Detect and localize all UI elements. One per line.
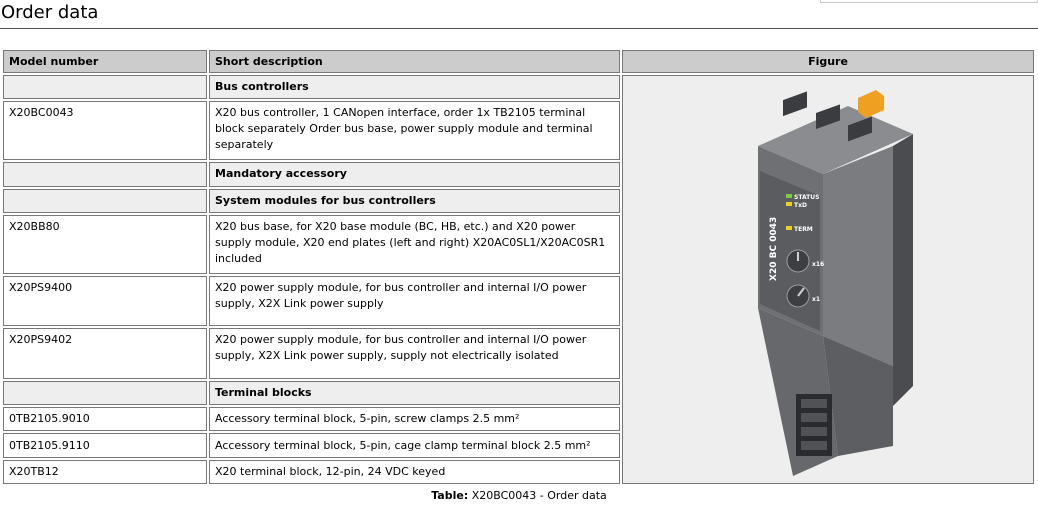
caption-text: X20BC0043 - Order data [468,489,607,502]
header-model-number: Model number [3,50,207,73]
description-cell: X20 power supply module, for bus controller and internal I/O power supply, X2X Link power supply, supply not electrically isolated [209,328,620,379]
figure-cell [622,75,1034,484]
caption-prefix: Table: [431,489,469,502]
dial-x16-label: x16 [812,261,825,268]
device-image [698,76,958,478]
led-txd-label: TxD [794,202,807,209]
model-number-cell: X20BB80 [3,215,207,274]
description-cell: X20 bus base, for X20 base module (BC, HB, etc.) and X20 power supply module, X20 end plates (left and right) X20AC0SL1/X20AC0SR1 included [209,215,620,274]
led-term-label: TERM [794,226,813,233]
description-cell: X20 bus controller, 1 CANopen interface, order 1x TB2105 terminal block separately Order bus base, power supply module and terminal separately [209,101,620,160]
terminal-pin [801,399,827,408]
led-status-icon [786,194,792,198]
header-figure: Figure [622,50,1034,73]
description-cell: Accessory terminal block, 5-pin, cage clamp terminal block 2.5 mm² [209,433,620,457]
terminal-pin [801,413,827,422]
led-status-label: STATUS [794,194,820,201]
model-number-cell: X20PS9400 [3,276,207,327]
description-cell: X20 power supply module, for bus controller and internal I/O power supply, X2X Link power supply [209,276,620,327]
table-header-row [3,50,1034,73]
terminal-pin [801,441,827,450]
description-cell: X20 terminal block, 12-pin, 24 VDC keyed [209,460,620,484]
group-model-cell [3,189,207,213]
group-label: System modules for bus controllers [209,189,620,213]
group-label: Terminal blocks [209,381,620,405]
device-model-label: X20 BC 0043 [769,216,779,281]
device-front-right [823,146,893,366]
group-label: Mandatory accessory [209,162,620,186]
led-txd-icon [786,202,792,206]
description-cell: Accessory terminal block, 5-pin, screw clamps 2.5 mm² [209,407,620,431]
terminal-pin [801,427,827,436]
model-number-cell: 0TB2105.9010 [3,407,207,431]
device-slot [783,91,807,116]
group-model-cell [3,162,207,186]
group-model-cell [3,381,207,405]
device-side-panel [893,134,913,406]
order-data-table [1,48,1036,486]
device-accent-tab [858,90,884,118]
group-label: Bus controllers [209,75,620,99]
group-model-cell [3,75,207,99]
model-number-cell: X20TB12 [3,460,207,484]
page-title: Order data [1,2,99,23]
search-box-edge[interactable] [820,0,1038,3]
led-term-icon [786,226,792,230]
model-number-cell: X20PS9402 [3,328,207,379]
model-number-cell: X20BC0043 [3,101,207,160]
dial-x1-label: x1 [812,296,821,303]
table-caption [0,489,1038,502]
model-number-cell: 0TB2105.9110 [3,433,207,457]
header-short-description: Short description [209,50,620,73]
table-row [3,75,1034,99]
title-divider [0,28,1038,29]
